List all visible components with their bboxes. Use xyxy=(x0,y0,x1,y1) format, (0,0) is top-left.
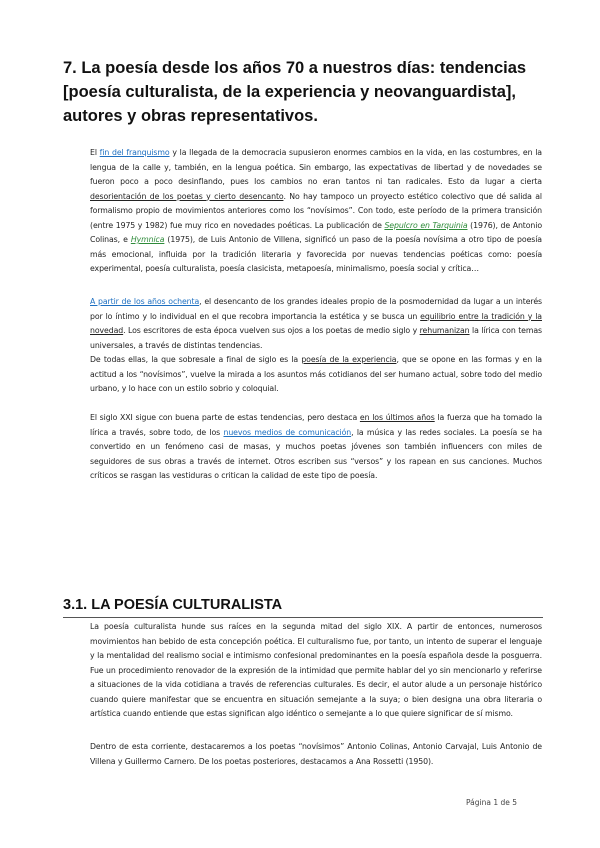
paragraph-experiencia xyxy=(90,353,542,397)
text: El xyxy=(90,148,100,157)
link-hymnica[interactable]: Hymnica xyxy=(130,235,165,244)
text: . Los escritores de esta época vuelven sus ojos a los poetas de medio siglo y xyxy=(123,326,420,335)
paragraph-franquismo xyxy=(90,146,542,277)
paragraph-anos-ochenta xyxy=(90,295,542,353)
text: , el desencanto de los grandes ideales propio de la posmodernidad da lugar a un interés por lo íntimo y lo individual en el que recobra importancia la estética y se busca un xyxy=(90,297,542,321)
section-divider xyxy=(63,617,543,618)
text: la fuerza que ha tomado la lírica a través, sobre todo, de los xyxy=(90,413,543,437)
underline-desorientacion: desorientación de los poetas y cierto desencanto xyxy=(90,191,284,201)
paragraph-culturalista: La poesía culturalista hunde sus raíces en la segunda mitad del siglo XIX. A partir de entonces, numerosos movimientos han bebido de esta concepción poética. El culturalismo fue, por tanto, un intento de superar el lenguaje y la mentalidad del realismo social e intimismo confesional predominantes en la poesía española desde la posguerra. Fue un procedimiento renovador de la expresión de la intimidad que permite hablar del yo sin mencionarlo y referirse a situaciones de la vida cotidiana a través de referencias culturales. Es decir, el autor alude a un personaje histórico cuando quiere manifestar que se encuentra en situación semejante a la suya; o bien designa una obra literaria o artística cuando entiende que estas significan algo idéntico o semejante a lo que quiere significar de sí mismo. xyxy=(90,622,542,718)
link-fin-del-franquismo[interactable]: fin del franquismo xyxy=(99,148,170,157)
link-sepulcro-en-tarquinia[interactable]: Sepulcro en Tarquinia xyxy=(384,220,468,230)
text: (1976), de Antonio Colinas, e xyxy=(90,220,542,244)
underline-ultimos-anos: en los últimos años xyxy=(359,413,435,422)
section-title: 3.1. LA POESÍA CULTURALISTA xyxy=(63,597,283,613)
page-title: 7. La poesía desde los años 70 a nuestros días: tendencias [poesía culturalista, de la experiencia y neovanguardista], autores y obras representativos. xyxy=(63,59,527,125)
text: . No hay tampoco un proyecto estético colectivo que dé salida al formalismo propio de movimientos anteriores como los “novísimos”. Con todo, este período de la primera transición (entre 1975 y 1982) fue muy rico en novedades poéticas. La publicación de xyxy=(90,191,542,230)
text: , que se opone en las formas y en la actitud a los “novísimos”, vuelve la mirada a los asuntos más cotidianos del ser humano actual, sobre todo del medio urbano, y lo hace con un estilo sobrio y coloquial. xyxy=(90,355,542,393)
text: la lírica con temas universales, a través de distintas tendencias. xyxy=(90,326,542,350)
link-nuevos-medios[interactable]: nuevos medios de comunicación xyxy=(223,427,352,437)
page-number: Página 1 de 5 xyxy=(466,798,518,807)
paragraph-autores: Dentro de esta corriente, destacaremos a los poetas “novísimos” Antonio Colinas, Antonio Carvajal, Luis Antonio de Villena y Guillermo Carnero. De los poetas posteriores, destacamos a Ana Rossetti (1950). xyxy=(90,742,542,766)
paragraph-siglo-xxi xyxy=(90,411,542,484)
underline-equilibrio: equilibrio entre la tradición y la novedad xyxy=(90,311,542,335)
underline-poesia-experiencia: poesía de la experiencia xyxy=(301,355,397,364)
text: De todas ellas, la que sobresale a final de siglo es la xyxy=(90,355,302,364)
underline-rehumanizan: rehumanizan xyxy=(419,326,470,335)
text: (1975), de Luis Antonio de Villena, significó un paso de la poesía novísima a otro tipo de poesía más emocional, influida por la tradición literaria y favorecida por nuevas tendencias poéticas como: poesía experimental, poesía culturalista, poesía clasicista, metapoesía, minimalismo, poesía social y crítica… xyxy=(90,235,542,273)
text: El siglo XXI sigue con buena parte de estas tendencias, pero destaca xyxy=(90,413,360,422)
link-anos-ochenta[interactable]: A partir de los años ochenta xyxy=(90,297,200,306)
text: y la llegada de la democracia supusieron enormes cambios en la vida, en las costumbres, en la lengua de la calle y, también, en la lengua poética. Sin embargo, las expectativas de libertad y de novedades se fueron poco a poco desinflando, pues los cambios no eran tantos ni tan radicales. Esto da lugar a cierta xyxy=(90,148,542,186)
text: , la música y las redes sociales. La poesía se ha convertido en un fenómeno casi de masas, y muchos poetas jóvenes son también influencers con miles de seguidores de sus obras a través de internet. Otros escriben sus “versos” y los rapean en sus canciones. Muchos críticos se rasgan las vestiduras o critican la calidad de este tipo de poesía. xyxy=(90,427,543,480)
